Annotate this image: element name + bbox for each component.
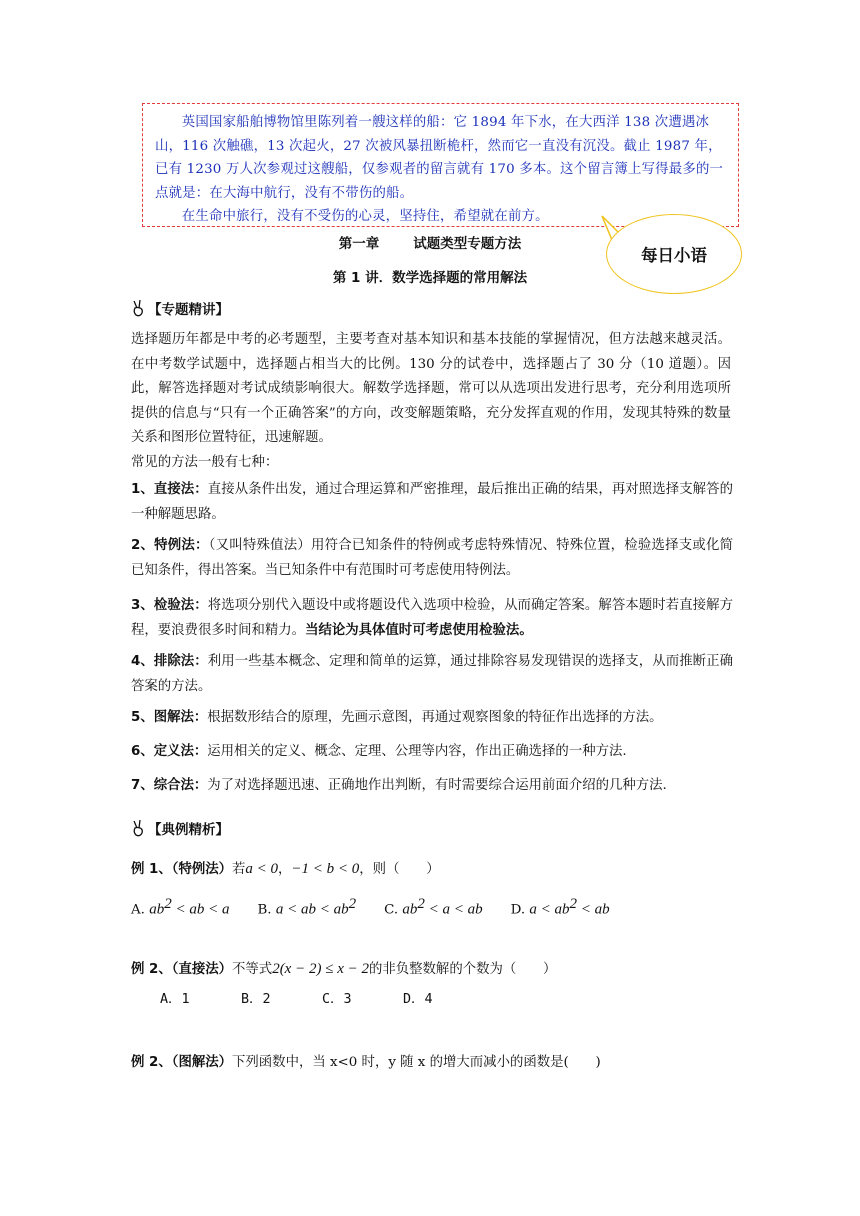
quote-closing: 在生命中旅行，没有不受伤的心灵，坚持住，希望就在前方。 (181, 209, 549, 224)
method-name: 3、检验法： (131, 598, 208, 613)
option-d: D．4 (403, 992, 433, 1007)
example-label: 例 2、（图解法） (131, 1055, 233, 1070)
method-name: 5、图解法： (131, 710, 208, 725)
method-desc: 直接从条件出发，通过合理运算和严密推理，最后推出正确的结果，再对照选择支解答的一种解题思路。 (131, 482, 733, 522)
section-examples (131, 818, 229, 838)
victory-hand-icon (131, 820, 146, 837)
method-item (131, 774, 733, 799)
method-name: 1、直接法： (131, 482, 208, 497)
section-title: 【专题精讲】 (148, 302, 229, 318)
option-d: D. $a < ab^2$ < ab (510, 896, 610, 918)
method-desc: （又叫特殊值法）用符合已知条件的特例或考虑特殊情况、特殊位置，检验选择支或化简已知条件，得出答案。当已知条件中有范围时可考虑使用特例法。 (131, 538, 733, 578)
method-desc: 将选项分别代入题设中或将题设代入选项中检验，从而确定答案。解答本题时若直接解方程，要浪费很多时间和精力。 (131, 598, 733, 638)
quote-paragraph: 英国国家船舶博物馆里陈列着一艘这样的船：它 1894 年下水，在大西洋 138 次遭遇冰山，116 次触礁，13 次起火，27 次被风暴扭断桅杆，然而它一直没有沉没。截止 1987 年，已有 1230 万人次参观过这艘船，仅参观者的留言就有 170 多本。这个留言簿上写得最多的一点就是：在大海中航行，没有不带伤的船。 (155, 115, 724, 201)
example-2-options (160, 988, 484, 1007)
method-name: 4、排除法： (131, 654, 208, 669)
question-text: ，则（ ） (359, 862, 440, 877)
option-b: B. a < ab < $ab^2$ (257, 896, 357, 918)
question-text: 下列函数中，当 x<0 时，y 随 x 的增大而减小的函数是( ) (232, 1055, 601, 1070)
condition-math: a < 0 (245, 861, 279, 877)
daily-quote-box (142, 103, 739, 227)
section-topic-explanation (131, 298, 229, 318)
method-desc: 根据数形结合的原理，先画示意图，再通过观察图象的特征作出选择的方法。 (207, 710, 663, 725)
victory-hand-icon (131, 300, 146, 317)
question-text: 若 (232, 862, 246, 877)
chapter-number: 第一章 (338, 236, 380, 252)
option-b: B．2 (241, 992, 271, 1007)
question-text: 的非负整数解的个数为（ ） (368, 962, 557, 977)
option-a: A．1 (160, 992, 190, 1007)
method-item (131, 740, 733, 765)
question-text: 不等式 (232, 962, 273, 977)
method-name: 2、特例法： (131, 538, 209, 553)
example-3-question (131, 1052, 601, 1074)
example-label: 例 2、（直接法） (131, 962, 233, 977)
option-c: C．3 (322, 992, 352, 1007)
separator: ， (278, 862, 292, 877)
example-2-question (131, 958, 556, 981)
option-a: A. $ab^2$ < ab < a (131, 896, 230, 918)
example-label: 例 1、（特例法） (131, 862, 233, 877)
intro-paragraph: 选择题历年都是中考的必考题型，主要考查对基本知识和基本技能的掌握情况，但方法越来越灵活。在中考数学试题中，选择题占相当大的比例。130 分的试卷中，选择题占了 30 分（10 道题）。因此，解答选择题对考试成绩影响很大。解数学选择题，常可以从选项出发进行思考，充分利用选项所提供的信息与“只有一个正确答案”的方向，改变解题策略，充分发挥直观的作用，发现其特殊的数量关系和图形位置特征，迅速解题。 (131, 332, 731, 445)
method-name: 6、定义法： (131, 744, 208, 759)
lecture-title: 第 1 讲．数学选择题的常用解法 (332, 270, 528, 286)
chapter-title: 试题类型专题方法 (413, 236, 522, 252)
method-item (131, 478, 733, 527)
section-title: 【典例精析】 (148, 822, 229, 838)
condition-math: −1 < b < 0 (291, 861, 360, 877)
method-item (131, 650, 733, 699)
example-1-question (131, 858, 440, 881)
method-name: 7、综合法： (131, 778, 208, 793)
example-1-options (131, 896, 638, 918)
method-desc: 利用一些基本概念、定理和简单的运算，通过排除容易发现错误的选择支，从而推断正确答案的方法。 (131, 654, 733, 694)
intro-text (131, 328, 731, 475)
method-emphasis: 当结论为具体值时可考虑使用检验法。 (305, 622, 533, 638)
method-item (131, 706, 733, 731)
chapter-heading (0, 232, 860, 252)
bubble-label: 每日小语 (641, 246, 707, 265)
method-desc: 为了对选择题迅速、正确地作出判断，有时需要综合运用前面介绍的几种方法. (207, 778, 667, 793)
method-item (131, 594, 733, 643)
intro-methods-count: 常见的方法一般有七种： (131, 454, 279, 470)
inequality-math: 2(x − 2) ≤ x − 2 (272, 961, 369, 977)
method-desc: 运用相关的定义、概念、定理、公理等内容，作出正确选择的一种方法. (207, 744, 627, 759)
method-item (131, 534, 733, 583)
option-c: C. $ab^2 < a$ < ab (384, 896, 483, 918)
